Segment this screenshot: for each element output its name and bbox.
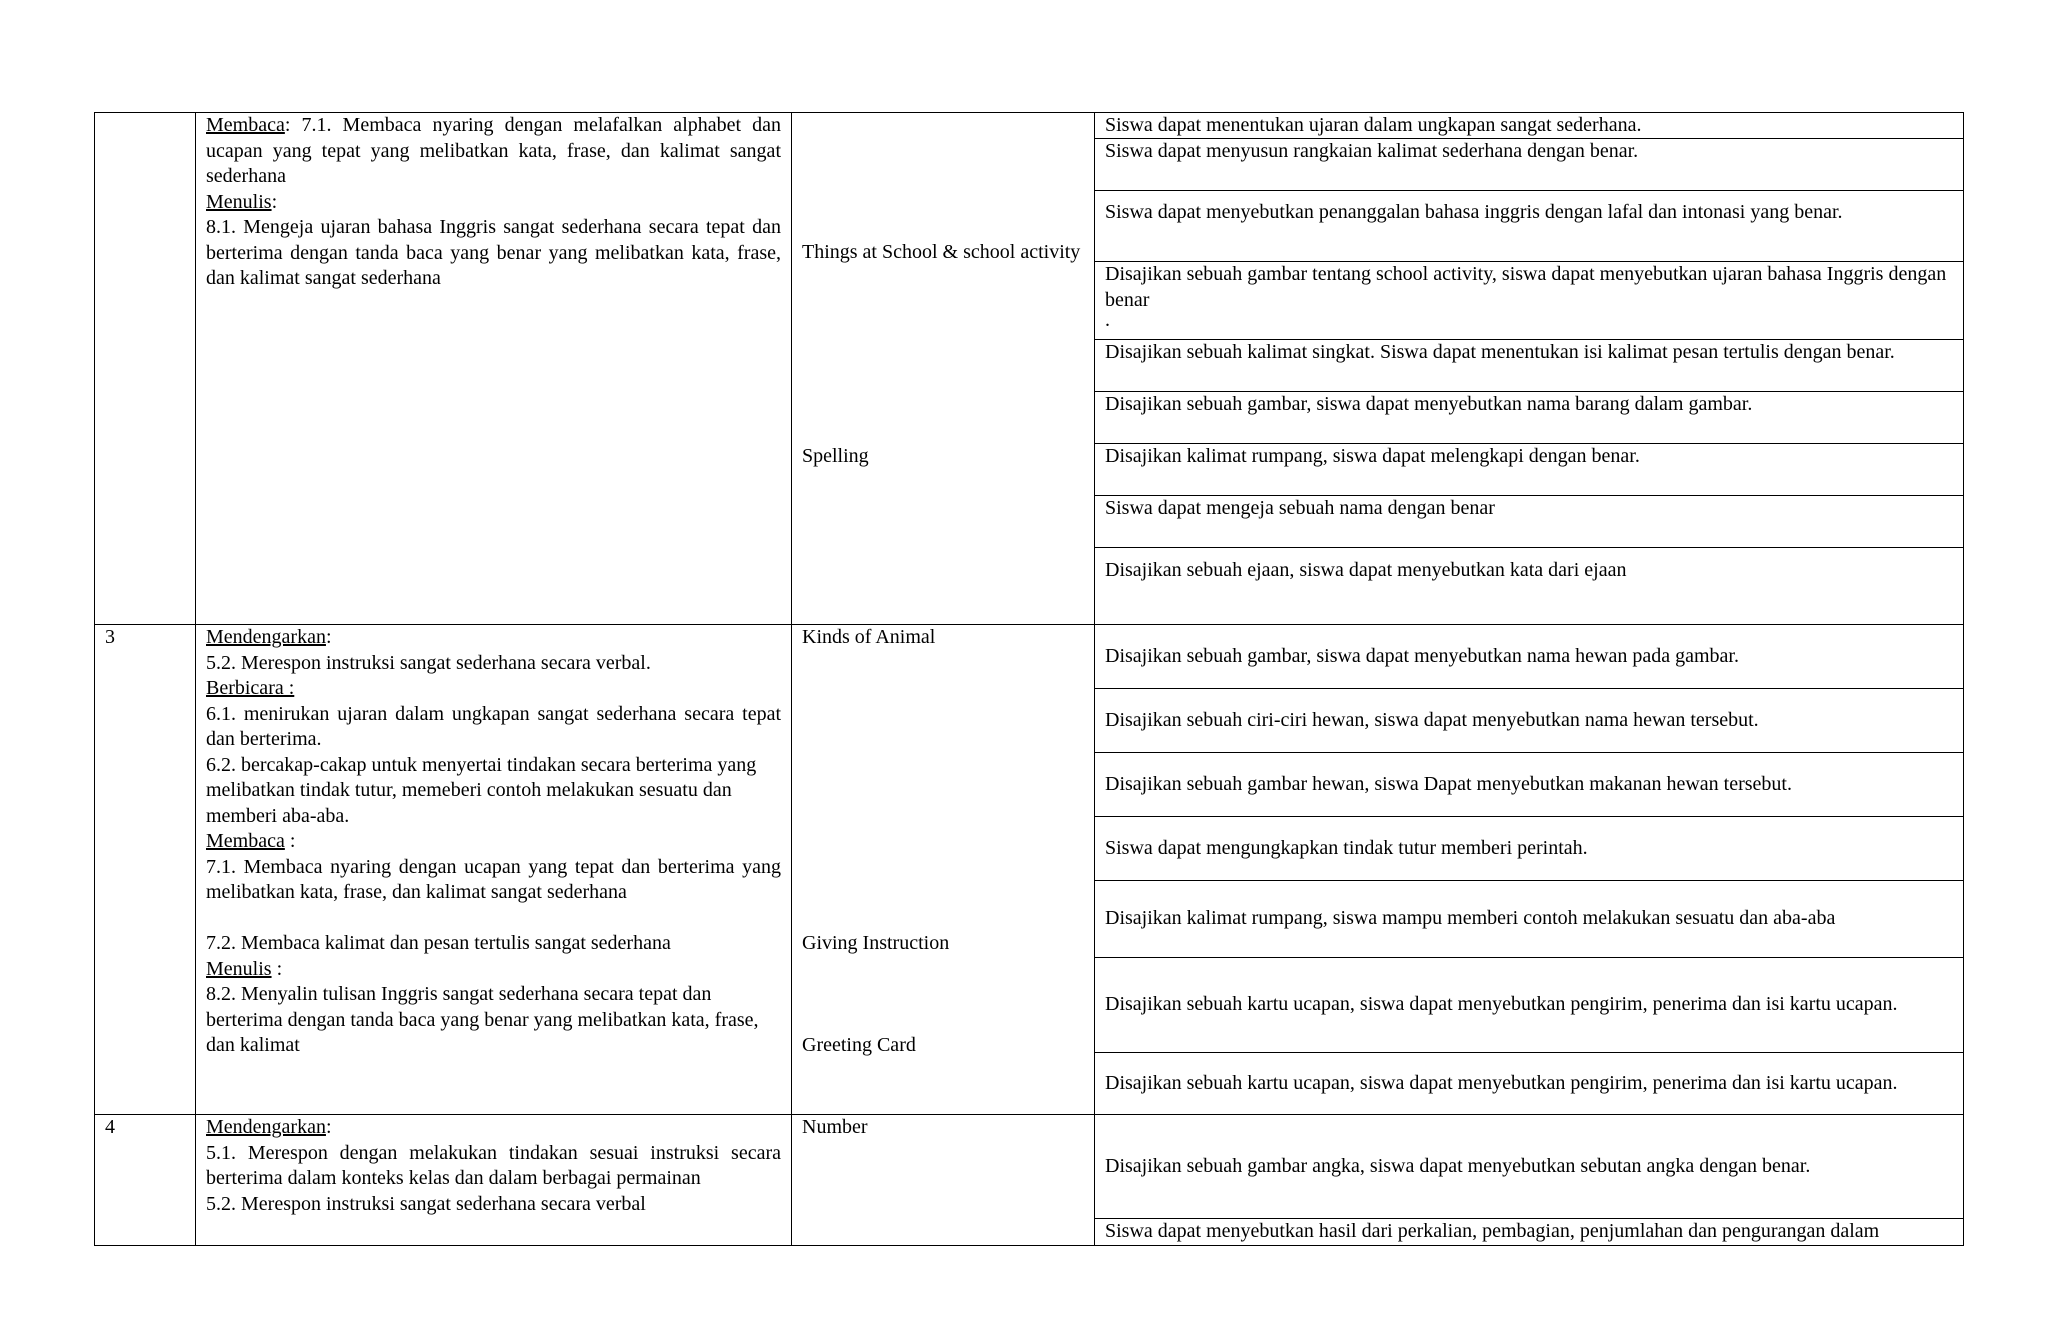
- indicator-text: Disajikan sebuah kartu ucapan, siswa dapat menyebutkan pengirim, penerima dan isi kartu ucapan.: [1105, 993, 1898, 1016]
- competency-text: 5.1. Merespon dengan melakukan tindakan sesuai instruksi secara berterima dalam konteks kelas dan dalam berbagai permainan: [206, 1141, 781, 1189]
- indicator-row: [1095, 958, 1963, 1053]
- indicator-text: Disajikan sebuah gambar angka, siswa dapat menyebutkan sebutan angka dengan benar.: [1105, 1154, 1811, 1177]
- material-item: Spelling: [802, 445, 869, 467]
- competency-text: 5.2. Merespon instruksi sangat sederhana secara verbal: [206, 1192, 646, 1215]
- table-row: [95, 113, 1964, 625]
- competency-text: 6.2. bercakap-cakap untuk menyertai tindakan secara berterima yang melibatkan tindak tutur, memeberi contoh melakukan sesuatu dan memberi aba-aba.: [206, 753, 757, 827]
- row-number: 3: [95, 625, 196, 1115]
- material-item: Greeting Card: [802, 1034, 916, 1056]
- indicator-text: Siswa dapat menentukan ujaran dalam ungkapan sangat sederhana.: [1105, 114, 1642, 136]
- indicator-text: Siswa dapat menyusun rangkaian kalimat sederhana dengan benar.: [1105, 140, 1639, 162]
- indicator-text: Disajikan sebuah gambar tentang school activity, siswa dapat menyebutkan ujaran bahasa Inggris dengan benar: [1105, 263, 1947, 311]
- skill-label-writing: Menulis: [206, 957, 272, 980]
- competency-text: 8.1. Mengeja ujaran bahasa Inggris sangat sederhana secara tepat dan berterima dengan tanda baca yang benar yang melibatkan kata, frase, dan kalimat sangat sederhana: [206, 216, 781, 289]
- indicator-text: Disajikan sebuah gambar, siswa dapat menyebutkan nama barang dalam gambar.: [1105, 393, 1753, 415]
- indicator-row: [1095, 625, 1963, 689]
- material-cell: [792, 625, 1095, 1115]
- indicator-row: [1095, 1053, 1963, 1114]
- table-row: [95, 625, 1964, 1115]
- material-item: Number: [802, 1116, 868, 1138]
- row-number: [95, 113, 196, 625]
- skill-label-speaking: Berbicara :: [206, 677, 295, 699]
- skill-label-writing: Menulis: [206, 190, 272, 213]
- indicator-row: [1095, 340, 1963, 392]
- row-number: 4: [95, 1115, 196, 1246]
- indicator-row: [1095, 139, 1963, 191]
- indicator-row: [1095, 689, 1963, 753]
- indicator-row: [1095, 753, 1963, 817]
- competency-text: 8.2. Menyalin tulisan Inggris sangat sederhana secara tepat dan berterima dengan tanda baca yang benar yang melibatkan kata, frase, dan kalimat: [206, 983, 759, 1056]
- indicator-text: Disajikan sebuah gambar hewan, siswa Dapat menyebutkan makanan hewan tersebut.: [1105, 772, 1792, 795]
- indicator-cell: [1095, 113, 1964, 625]
- indicator-row: [1095, 881, 1963, 958]
- skill-label-reading: Membaca: [206, 830, 285, 852]
- competency-cell: [196, 1115, 792, 1246]
- indicator-text: Disajikan sebuah kartu ucapan, siswa dapat menyebutkan pengirim, penerima dan isi kartu ucapan.: [1105, 1071, 1898, 1094]
- colon: :: [271, 190, 278, 213]
- material-item: Things at School & school activity: [802, 241, 1081, 263]
- indicator-text: Siswa dapat mengungkapkan tindak tutur memberi perintah.: [1105, 836, 1588, 859]
- skill-label-reading: Membaca: [206, 114, 285, 136]
- competency-cell: [196, 625, 792, 1115]
- spacer: [206, 906, 781, 932]
- indicator-row: [1095, 496, 1963, 548]
- colon: :: [284, 830, 296, 852]
- indicator-text: Disajikan sebuah gambar, siswa dapat menyebutkan nama hewan pada gambar.: [1105, 644, 1739, 667]
- indicator-row: [1095, 191, 1963, 262]
- indicator-text: Siswa dapat mengeja sebuah nama dengan benar: [1105, 497, 1495, 519]
- colon: :: [271, 957, 283, 980]
- competency-text: 7.2. Membaca kalimat dan pesan tertulis sangat sederhana: [206, 932, 671, 954]
- skill-label-listening: Mendengarkan: [206, 1116, 326, 1138]
- material-cell: [792, 1115, 1095, 1246]
- colon: :: [325, 1116, 332, 1138]
- skill-label-listening: Mendengarkan: [206, 626, 326, 648]
- indicator-row: [1095, 444, 1963, 496]
- indicator-row: [1095, 1115, 1963, 1219]
- indicator-text: Siswa dapat menyebutkan hasil dari perkalian, pembagian, penjumlahan dan pengurangan dalam: [1105, 1220, 1880, 1242]
- material-item: Kinds of Animal: [802, 626, 936, 648]
- syllabus-table: [94, 112, 1964, 1246]
- material-cell: [792, 113, 1095, 625]
- indicator-row: [1095, 817, 1963, 881]
- indicator-row: [1095, 548, 1963, 623]
- colon: :: [325, 626, 332, 648]
- indicator-cell: [1095, 1115, 1964, 1246]
- competency-text: 6.1. menirukan ujaran dalam ungkapan sangat sederhana secara tepat dan berterima.: [206, 702, 781, 750]
- material-item: Giving Instruction: [802, 932, 950, 954]
- indicator-text: Disajikan sebuah ciri-ciri hewan, siswa dapat menyebutkan nama hewan tersebut.: [1105, 708, 1759, 731]
- indicator-row: [1095, 1219, 1963, 1245]
- competency-text: 7.1. Membaca nyaring dengan ucapan yang tepat dan berterima yang melibatkan kata, frase, dan kalimat sangat sederhana: [206, 855, 781, 903]
- indicator-cell: [1095, 625, 1964, 1115]
- syllabus-page: [94, 112, 1964, 1246]
- indicator-row: [1095, 262, 1963, 340]
- indicator-text: Disajikan kalimat rumpang, siswa mampu memberi contoh melakukan sesuatu dan aba-aba: [1105, 907, 1836, 930]
- table-row: [95, 1115, 1964, 1246]
- competency-text: : 7.1. Membaca nyaring dengan melafalkan alphabet dan ucapan yang tepat yang melibatkan kata, frase, dan kalimat sangat sederhana: [206, 114, 781, 187]
- competency-text: 5.2. Merespon instruksi sangat sederhana secara verbal.: [206, 651, 651, 674]
- stray-dot: .: [1105, 309, 1110, 331]
- indicator-row: [1095, 392, 1963, 444]
- indicator-text: Disajikan sebuah kalimat singkat. Siswa dapat menentukan isi kalimat pesan tertulis dengan benar.: [1105, 341, 1895, 363]
- indicator-text: Disajikan kalimat rumpang, siswa dapat melengkapi dengan benar.: [1105, 445, 1640, 467]
- competency-cell: [196, 113, 792, 625]
- indicator-text: Siswa dapat menyebutkan penanggalan bahasa inggris dengan lafal dan intonasi yang benar.: [1105, 201, 1843, 223]
- indicator-text: Disajikan sebuah ejaan, siswa dapat menyebutkan kata dari ejaan: [1105, 559, 1627, 581]
- indicator-row: [1095, 113, 1963, 139]
